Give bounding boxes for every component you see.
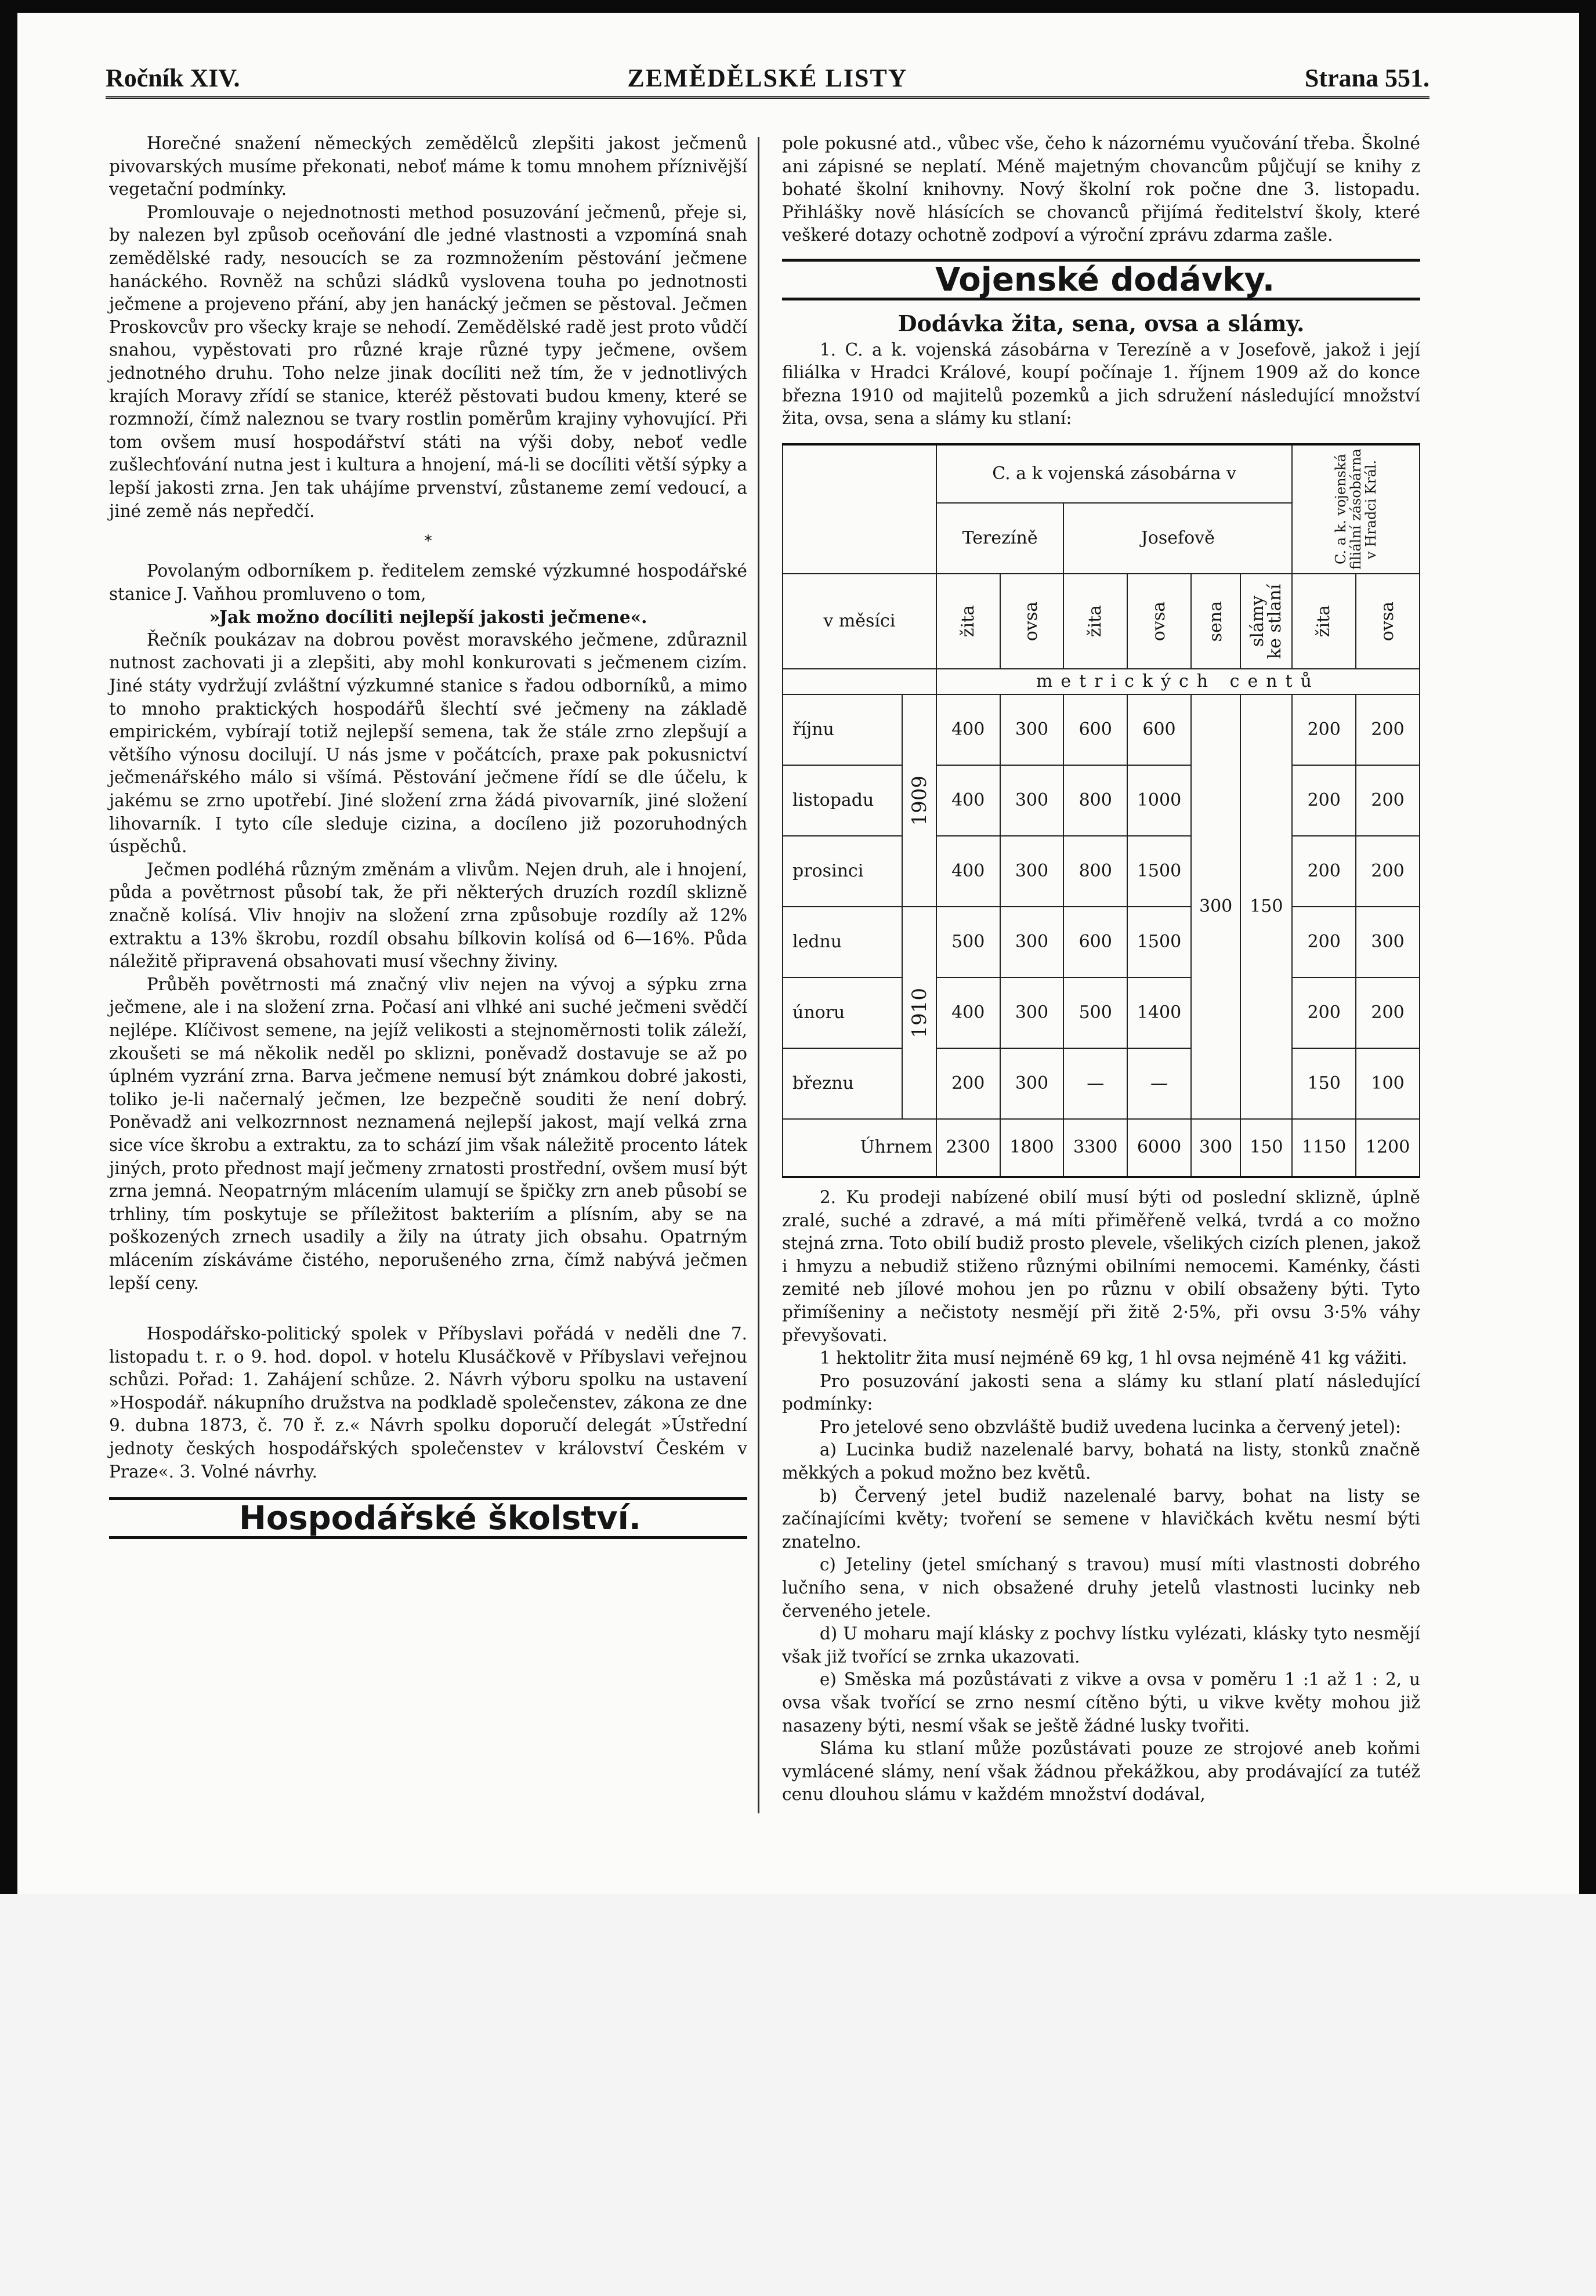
lecture-intro: Povolaným odborníkem p. ředitelem zemské výzkumné hospodářské stanice J. Vaňhou promluveno o tom, bbox=[109, 561, 747, 604]
unit-spacer bbox=[783, 669, 936, 694]
table-row bbox=[783, 907, 1420, 977]
newspaper-page bbox=[17, 13, 1579, 1894]
year-1910: 1910 bbox=[907, 987, 931, 1038]
cell: 200 bbox=[1356, 694, 1420, 765]
cell: 300 bbox=[1000, 765, 1064, 836]
column-divider bbox=[758, 137, 759, 1813]
section-title-military: Vojenské dodávky. bbox=[782, 259, 1420, 300]
col-zito-cell bbox=[1063, 574, 1127, 669]
cell: 800 bbox=[1063, 765, 1127, 836]
cell: 300 bbox=[1000, 694, 1064, 765]
paragraph: Pro posuzování jakosti sena a slámy ku stlaní platí následující podmínky: bbox=[782, 1371, 1420, 1414]
cell: 600 bbox=[1127, 694, 1191, 765]
paragraph: e) Směska má pozůstávati z vikve a ovsa v poměru 1 :1 až 1 : 2, u ovsa však tvořící se zrno nesmí cítěno býti, u vikve květy mohou již nasazeny býti, nesmí však se ještě žádné lusky tvořiti. bbox=[782, 1670, 1420, 1736]
paragraph: c) Jeteliny (jetel smíchaný s travou) musí míti vlastnosti dobrého lučního sena, v nich obsažené druhy jetelů vlastnosti lucinky neb červeného jetele. bbox=[782, 1555, 1420, 1621]
cell: 100 bbox=[1356, 1048, 1420, 1119]
total-cell: 1800 bbox=[1000, 1119, 1064, 1177]
article-subtitle: Dodávka žita, sena, ovsa a slámy. bbox=[897, 310, 1305, 336]
table-row bbox=[783, 765, 1420, 836]
col-ovsa: ovsa bbox=[1148, 601, 1169, 642]
month-name: únoru bbox=[783, 977, 902, 1048]
cell: 200 bbox=[936, 1048, 1000, 1119]
section-title-school: Hospodářské školství. bbox=[109, 1497, 747, 1539]
cell: 1000 bbox=[1127, 765, 1191, 836]
cell: 600 bbox=[1063, 694, 1127, 765]
association-notice: Hospodářsko-politický spolek v Příbyslavi pořádá v neděli dne 7. listopadu t. r. o 9. hod. dopol. v hotelu Klusáčkově v Příbyslavi veřejnou schůzi. Pořad: 1. Zahájení schůze. 2. Návrh výboru spolku na ustavení »Hospodář. nákupního družstva na podkladě společenstev, zákona ze dne 9. dubna 1873, č. 70 ř. z.« Návrh spolku doporučí delegát »Ústřední jednoty českých hospodářských společenstev v království Českém v Praze«. 3. Volné návrhy. bbox=[109, 1324, 747, 1482]
lecture-title: »Jak možno docíliti nejlepší jakosti ječmene«. bbox=[209, 607, 647, 628]
col-zito: žita bbox=[1085, 605, 1106, 638]
paragraph: Průběh povětrnosti má značný vliv nejen na vývoj a sýpku zrna ječmene, ale i na složení zrna. Počasí ani vlhké ani suché ječmeni svědčí nejlépe. Klíčivost semene, na jejíž velikosti a stejnoměrnosti tolik záleží, zkoušeti se má několik neděl po sklizni, poněvadž dostavuje se až po úplném vyzrání zrna. Barva ječmene nemusí být známkou dobré jakosti, toliko je-li načernalý ječmen, lze bezpečně souditi že není dobrý. Poněvadž ani velkozrnnost neznamená nejlepší jakost, mají velká zrna sice více škrobu a extraktu, za to schází jim však náležitě procento látek jiných, proto přednost mají ječmeny zrnatosti prostřední, ovšem musí být zrna jemná. Neopatrným mlácením ulamují se špičky zrn aneb působí se trhliny, tím poskytuje se příležitost bakteriím a plísním, aby se na poškozených zrnech usadily a žily na útraty jich obsahu. Opatrným mlácením získáváme čistého, neporušeného zrna, čímž nabývá ječmen lepší ceny. bbox=[109, 974, 747, 1293]
table-row bbox=[783, 977, 1420, 1048]
col-zito-cell bbox=[936, 574, 1000, 669]
cell: 200 bbox=[1356, 977, 1420, 1048]
total-cell: 1200 bbox=[1356, 1119, 1420, 1177]
paragraph: Horečné snažení německých zemědělců zlepšiti jakost ječmenů pivovarských musíme překonati, neboť máme k tomu mnohem příznivější vegetační podmínky. bbox=[109, 133, 747, 200]
paragraph: d) U moharu mají klásky z pochvy lístku vylézati, klásky tyto nesmějí však již tvořící se zrnka ukazovati. bbox=[782, 1624, 1420, 1667]
cell: 1500 bbox=[1127, 836, 1191, 907]
year-cell bbox=[902, 694, 936, 907]
col-sena-cell bbox=[1191, 574, 1241, 669]
month-name: březnu bbox=[783, 1048, 902, 1119]
total-cell: 150 bbox=[1240, 1119, 1292, 1177]
cell: 400 bbox=[936, 765, 1000, 836]
col-slamy: slámy ke stlaní bbox=[1247, 584, 1285, 659]
paragraph: 1 hektolitr žita musí nejméně 69 kg, 1 hl ovsa nejméně 41 kg vážiti. bbox=[819, 1348, 1407, 1368]
header-terezin: Terezíně bbox=[936, 503, 1064, 574]
cell: 600 bbox=[1063, 907, 1127, 977]
header-filial-cell bbox=[1292, 444, 1420, 574]
col-ovsa: ovsa bbox=[1377, 601, 1398, 642]
col-zito: žita bbox=[1313, 605, 1334, 638]
separator-star: * bbox=[424, 533, 432, 551]
cell: 500 bbox=[1063, 977, 1127, 1048]
total-cell: 6000 bbox=[1127, 1119, 1191, 1177]
header-filial: C. a k. vojenská filiální zásobárna v Hradci Král. bbox=[1333, 448, 1380, 570]
article-intro: 1. C. a k. vojenská zásobárna v Terezíně a v Josefově, jakož i její filiálka v Hradci Králové, koupí počínaje 1. říjnem 1909 až do konce března 1910 od majitelů pozemků a jich sdružení následující množství žita, ovsa, sena a slámy ku stlaní: bbox=[782, 339, 1420, 429]
right-column bbox=[782, 132, 1420, 1806]
col-zito: žita bbox=[957, 605, 978, 638]
paragraph: Sláma ku stlaní může pozůstávati pouze ze strojové aneb koňmi vymlácené slámy, není však žádnou překážkou, aby prodávající za tutéž cenu dlouhou slámu v každém množství dodával, bbox=[782, 1739, 1420, 1805]
paragraph: a) Lucinka budiž nazelenalé barvy, bohatá na listy, stonků značně měkkých a pokud možno bez květů. bbox=[782, 1440, 1420, 1483]
cell: 800 bbox=[1063, 836, 1127, 907]
table-corner bbox=[783, 444, 936, 574]
cell: 400 bbox=[936, 694, 1000, 765]
table-row bbox=[783, 836, 1420, 907]
col-zito-cell bbox=[1292, 574, 1356, 669]
unit-row: metrických centů bbox=[936, 669, 1420, 694]
journal-title: ZEMĚDĚLSKÉ LISTY bbox=[627, 64, 908, 92]
year-cell bbox=[902, 907, 936, 1119]
cell: 150 bbox=[1292, 1048, 1356, 1119]
paragraph: pole pokusné atd., vůbec vše, čeho k názornému vyučování třeba. Školné ani zápisné se neplatí. Méně majetným chovancům půjčují se knihy z bohaté školní knihovny. Nový školní rok počne dne 3. listopadu. Přihlášky nově hlásících se chovanců přijímá ředitelství školy, které veškeré dotazy ochotně zodpoví a výroční zprávu zdarma zašle. bbox=[782, 133, 1420, 245]
cell: 300 bbox=[1000, 1048, 1064, 1119]
cell: 200 bbox=[1292, 836, 1356, 907]
col-ovsa-cell bbox=[1000, 574, 1064, 669]
sena-merged: 300 bbox=[1191, 694, 1241, 1119]
cell: 300 bbox=[1000, 836, 1064, 907]
col-ovsa-cell bbox=[1356, 574, 1420, 669]
left-column bbox=[109, 132, 747, 1539]
total-cell: 2300 bbox=[936, 1119, 1000, 1177]
paragraph: Promlouvaje o nejednotnosti method posuzování ječmenů, přeje si, by nalezen byl způsob oceňování dle jedné vlastnosti a vzpomíná snah zemědělské rady, nesoucích se za rozmnožením pěstování ječmene hanáckého. Rovněž na schůzi sládků vyslovena touha po jednotnosti ječmene a projeveno přání, aby jen hanácký ječmen se pěstoval. Ječmen Proskovcův pro všecky kraje se nehodí. Zemědělské radě jest proto vůdčí snahou, vypěstovati pro různé kraje různé typy ječmene, ovšem jednotného druhu. Toho nelze jinak docíliti než tím, že v jednotlivých krajích Moravy zřídí se stanice, kteréž pěstovati budou kmeny, které se rozmnoží, čímž naleznou se tvary rostlin poměrům krajiny vyhovující. Při tom ovšem musí hospodářství státi na výši doby, neboť vedle zušlechťování nutna jest i kultura a hnojení, má-li se docíliti větší sýpky a lepší jakosti zrna. Jen tak uhájíme prvenství, zůstaneme zemí vedoucí, a jiné země nás nepředčí. bbox=[109, 202, 747, 521]
total-cell: 1150 bbox=[1292, 1119, 1356, 1177]
cell: — bbox=[1127, 1048, 1191, 1119]
month-name: lednu bbox=[783, 907, 902, 977]
header-main: C. a k vojenská zásobárna v bbox=[936, 444, 1293, 503]
cell: 200 bbox=[1356, 836, 1420, 907]
cell: 200 bbox=[1356, 765, 1420, 836]
cell: 300 bbox=[1000, 907, 1064, 977]
paragraph: Ječmen podléhá různým změnám a vlivům. Nejen druh, ale i hnojení, půda a povětrnost působí tak, že při některých druzích rozdíl sklizně značně kolísá. Vliv hnojiv na složení zrna způsobuje rozdíly až 12% extraktu a 13% škrobu, rozdíl obsahu bílkovin kolísá od 6—16%. Půda náležitě připravená obsahovati musí všechny živiny. bbox=[109, 859, 747, 972]
table-total-row bbox=[783, 1119, 1420, 1177]
spacer bbox=[109, 1295, 747, 1323]
cell: 300 bbox=[1000, 977, 1064, 1048]
cell: 500 bbox=[936, 907, 1000, 977]
table-row bbox=[783, 1048, 1420, 1119]
paragraph: 2. Ku prodeji nabízené obilí musí býti od poslední sklizně, úplně zralé, suché a zdravé, a má míti přiměřeně velká, tvrdá a co možno stejná zrna. Toto obilí budiž prosto plevele, všelikých cizích plenen, jakož i hmyzu a nebudiž stiženo různými obilními nemocemi. Kaménky, části zemité neb jílové mohou jen po různu v obilí obsaženy býti. Tyto přimíšeniny a nečistoty nesmějí při žitě 2·5%, při ovsu 3·5% váhy převyšovati. bbox=[782, 1187, 1420, 1345]
cell: 1400 bbox=[1127, 977, 1191, 1048]
month-name: listopadu bbox=[783, 765, 902, 836]
page-header bbox=[106, 56, 1429, 99]
paragraph: b) Červený jetel budiž nazelenalé barvy, bohat na listy se začínajícími květy; tvoření se semene v hlavičkách květu nesmí býti znatelno. bbox=[782, 1486, 1420, 1552]
paragraph: Řečník poukázav na dobrou pověst moravského ječmene, zdůraznil nutnost zachovati ji a zlepšiti, aby mohl konkurovati s ječmenem cizím. Jiné státy vydržují zvláštní výzkumné stanice s řadou odborníků, a mimo to mnoho praktických hospodářů šlechtí své ječmeny na základě empirickém, vybírají totiž nejlepší semena, tak že stále zrno zlepšují a většího výnosu docilují. U nás jsme v počátcích, praxe pak pokusnictví ječmenářského málo si všímá. Pěstování ječmene řídí se dle účelu, k jakému se zrno upotřebí. Jiné složení zrna žádá pivovarník, jiné složení lihovarník. I tyto cíle sleduje cizina, a docíleno již pozoruhodných úspěchů. bbox=[109, 629, 747, 857]
cell: 400 bbox=[936, 977, 1000, 1048]
cell: — bbox=[1063, 1048, 1127, 1119]
cell: 1500 bbox=[1127, 907, 1191, 977]
cell: 200 bbox=[1292, 907, 1356, 977]
delivery-table bbox=[782, 443, 1420, 1178]
cell: 200 bbox=[1292, 765, 1356, 836]
paragraph: Pro jetelové seno obzvláště budiž uvedena lucinka a červený jetel): bbox=[819, 1417, 1401, 1437]
total-cell: 300 bbox=[1191, 1119, 1241, 1177]
header-josefov: Josefově bbox=[1063, 503, 1292, 574]
cell: 300 bbox=[1356, 907, 1420, 977]
total-cell: 3300 bbox=[1063, 1119, 1127, 1177]
table-row bbox=[783, 694, 1420, 765]
col-ovsa: ovsa bbox=[1021, 601, 1042, 642]
cell: 400 bbox=[936, 836, 1000, 907]
month-name: říjnu bbox=[783, 694, 902, 765]
cell: 200 bbox=[1292, 694, 1356, 765]
cell: 200 bbox=[1292, 977, 1356, 1048]
header-month: v měsíci bbox=[783, 574, 936, 669]
total-label: Úhrnem bbox=[783, 1119, 936, 1177]
volume-number: Ročník XIV. bbox=[106, 64, 240, 92]
year-1909: 1909 bbox=[907, 775, 931, 826]
col-ovsa-cell bbox=[1127, 574, 1191, 669]
slamy-merged: 150 bbox=[1240, 694, 1292, 1119]
page-number: Strana 551. bbox=[1304, 64, 1429, 92]
col-sena: sena bbox=[1205, 600, 1226, 642]
col-slamy-cell bbox=[1240, 574, 1292, 669]
month-name: prosinci bbox=[783, 836, 902, 907]
